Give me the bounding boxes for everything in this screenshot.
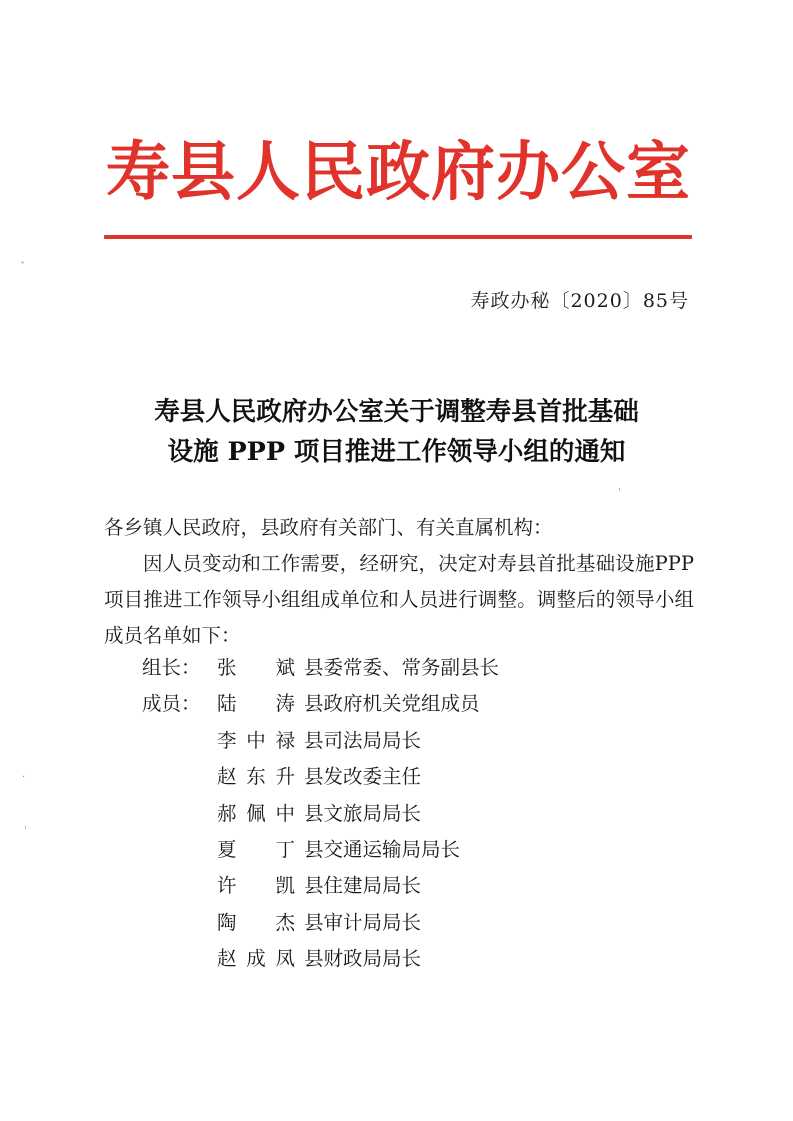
body-paragraph: 因人员变动和工作需要，经研究，决定对寿县首批基础设施PPP 项目推进工作领导小组组成单位和人员进行调整。调整后的领导小组成员名单如下： bbox=[104, 552, 694, 647]
salutation: 各乡镇人民政府，县政府有关部门、有关直属机构： bbox=[104, 516, 553, 539]
member-name bbox=[217, 941, 295, 977]
member-position: 县文旅局局长 bbox=[304, 801, 422, 825]
masthead-char: 寿 bbox=[106, 135, 170, 210]
member-position: 县委常委、常务副县长 bbox=[304, 656, 500, 679]
document-body bbox=[104, 510, 694, 654]
member-name bbox=[217, 868, 295, 904]
member-name-char: 杰 bbox=[275, 910, 295, 934]
member-name-char: 东 bbox=[246, 765, 266, 789]
member-name-char: 许 bbox=[217, 874, 237, 898]
member-name-char: 赵 bbox=[217, 947, 237, 971]
member-name bbox=[217, 650, 295, 686]
member-position: 县财政局局长 bbox=[304, 947, 422, 971]
member-name-char: 中 bbox=[246, 728, 266, 752]
member-position: 县司法局局长 bbox=[304, 728, 422, 752]
member-name-char: 李 bbox=[217, 728, 237, 752]
member-name-char: 夏 bbox=[217, 838, 237, 861]
member-name-char: 斌 bbox=[275, 656, 295, 679]
member-name-char: 赵 bbox=[217, 765, 237, 789]
member-position: 县发改委主任 bbox=[304, 765, 422, 789]
masthead-char: 民 bbox=[301, 135, 365, 210]
scan-mark: · bbox=[22, 772, 26, 783]
member-role-label: 成员： bbox=[142, 692, 201, 716]
masthead-char: 县 bbox=[171, 135, 235, 210]
masthead-org-name bbox=[106, 128, 690, 218]
member-name-char: 陆 bbox=[217, 692, 237, 716]
member-name bbox=[217, 905, 295, 941]
member-position: 县交通运输局局长 bbox=[304, 838, 461, 861]
member-name-char: 成 bbox=[246, 947, 266, 971]
member-name-char: 中 bbox=[275, 801, 295, 825]
document-number: 寿政办秘〔2020〕85号 bbox=[470, 290, 689, 312]
document-title bbox=[100, 392, 693, 472]
title-line-1: 寿县人民政府办公室关于调整寿县首批基础 bbox=[154, 397, 639, 427]
member-position: 县政府机关党组成员 bbox=[304, 692, 480, 716]
title-line-2: 设施 PPP 项目推进工作领导小组的通知 bbox=[167, 437, 626, 467]
member-name-char: 禄 bbox=[275, 728, 295, 752]
scan-mark: ˇ bbox=[20, 262, 25, 273]
red-divider-rule bbox=[104, 235, 692, 239]
member-name-char: 凤 bbox=[275, 947, 295, 971]
masthead-char: 人 bbox=[236, 135, 300, 210]
member-name-char: 凯 bbox=[275, 874, 295, 898]
member-name-char: 佩 bbox=[246, 801, 266, 825]
scan-mark: ˈ bbox=[24, 826, 27, 837]
masthead-char: 公 bbox=[561, 135, 625, 210]
member-position: 县住建局局长 bbox=[304, 874, 422, 898]
member-name-char: 升 bbox=[275, 765, 295, 789]
masthead-char: 府 bbox=[431, 135, 495, 210]
masthead-char: 政 bbox=[366, 135, 430, 210]
member-name bbox=[217, 796, 295, 832]
member-name-char: 张 bbox=[217, 656, 237, 679]
member-name-char: 涛 bbox=[275, 692, 295, 716]
member-name bbox=[217, 686, 295, 722]
member-name bbox=[217, 759, 295, 795]
member-name-char: 郝 bbox=[217, 801, 237, 825]
member-role-label: 组长： bbox=[142, 656, 201, 679]
member-name bbox=[217, 723, 295, 759]
member-position: 县审计局局长 bbox=[304, 910, 422, 934]
member-name bbox=[217, 832, 295, 868]
masthead-char: 办 bbox=[496, 135, 560, 210]
member-name-char: 陶 bbox=[217, 910, 237, 934]
scan-mark: ˈ bbox=[618, 488, 621, 499]
masthead-char: 室 bbox=[626, 135, 690, 210]
member-name-char: 丁 bbox=[275, 838, 295, 861]
